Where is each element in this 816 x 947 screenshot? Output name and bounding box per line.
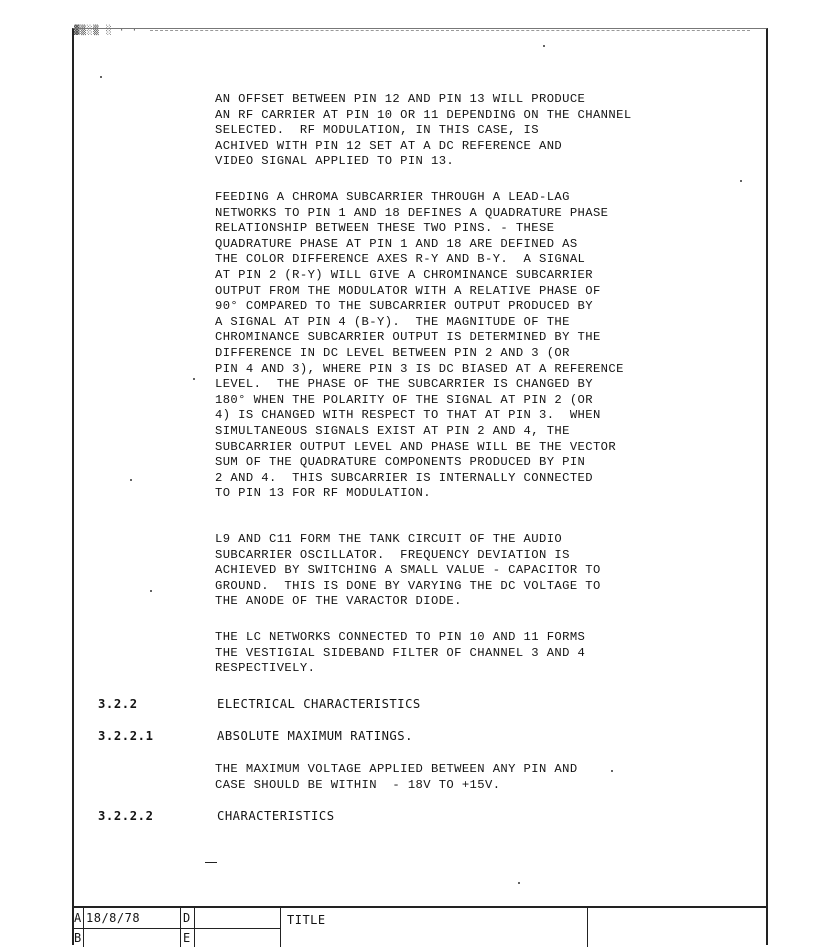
stray-dash <box>205 862 217 863</box>
scan-speck <box>740 180 742 182</box>
title-block-divider <box>72 928 280 929</box>
section-number: 3.2.2 <box>98 697 138 711</box>
revision-letter: E <box>183 931 191 945</box>
section-number: 3.2.2.1 <box>98 729 154 743</box>
paragraph-rf-offset: AN OFFSET BETWEEN PIN 12 AND PIN 13 WILL PRODUCE AN RF CARRIER AT PIN 10 OR 11 DEPENDING ON THE CHANNEL SELECTED. RF MODULATION, IN THIS CASE, IS ACHIVED WITH PIN 12 SET AT A DC REFERENCE AND VIDEO SIGNAL APPLIED TO PIN 13. <box>215 92 632 169</box>
section-number: 3.2.2.2 <box>98 809 154 823</box>
title-block-divider <box>180 908 181 947</box>
paragraph-max-rating: THE MAXIMUM VOLTAGE APPLIED BETWEEN ANY PIN AND CASE SHOULD BE WITHIN - 18V TO +15V. <box>215 762 578 792</box>
scan-speck <box>518 882 520 884</box>
scan-speck <box>611 770 613 772</box>
section-title: CHARACTERISTICS <box>217 809 335 823</box>
revision-date: 18/8/78 <box>86 911 141 925</box>
scan-speck <box>100 76 102 78</box>
revision-row-label: B <box>74 931 82 945</box>
section-title: ABSOLUTE MAXIMUM RATINGS. <box>217 729 413 743</box>
scan-speck <box>130 479 132 481</box>
title-block <box>72 906 768 945</box>
title-block-divider <box>587 908 588 947</box>
paragraph-chroma-subcarrier: FEEDING A CHROMA SUBCARRIER THROUGH A LEAD-LAG NETWORKS TO PIN 1 AND 18 DEFINES A QUADRATURE PHASE RELATIONSHIP BETWEEN THESE TWO PINS. - THESE QUADRATURE PHASE AT PIN 1 AND 18 ARE DEFINED AS THE COLOR DIFFERENCE AXES R-Y AND B-Y. A SIGNAL AT PIN 2 (R-Y) WILL GIVE A CHROMINANCE SUBCARRIER OUTPUT FROM THE MODULATOR WITH A RELATIVE PHASE OF 90° COMPARED TO THE SUBCARRIER OUTPUT PRODUCED BY A SIGNAL AT PIN 4 (B-Y). THE MAGNITUDE OF THE CHROMINANCE SUBCARRIER OUTPUT IS DETERMINED BY THE DIFFERENCE IN DC LEVEL BETWEEN PIN 2 AND 3 (OR PIN 4 AND 3), WHERE PIN 3 IS DC BIASED AT A REFERENCE LEVEL. THE PHASE OF THE SUBCARRIER IS CHANGED BY 180° WHEN THE POLARITY OF THE SIGNAL AT PIN 2 (OR 4) IS CHANGED WITH RESPECT TO THAT AT PIN 3. WHEN SIMULTANEOUS SIGNALS EXIST AT PIN 2 AND 4, THE SUBCARRIER OUTPUT LEVEL AND PHASE WILL BE THE VECTOR SUM OF THE QUADRATURE COMPONENTS PRODUCED BY PIN 2 AND 4. THIS SUBCARRIER IS INTERNALLY CONNECTED TO PIN 13 FOR RF MODULATION. <box>215 190 624 501</box>
paragraph-lc-networks: THE LC NETWORKS CONNECTED TO PIN 10 AND 11 FORMS THE VESTIGIAL SIDEBAND FILTER OF CHANNEL 3 AND 4 RESPECTIVELY. <box>215 630 586 676</box>
scan-artifact: ▓▒░▒ ░ · · <box>74 26 139 36</box>
revision-row-label: A <box>74 911 82 925</box>
revision-letter: D <box>183 911 191 925</box>
paragraph-audio-oscillator: L9 AND C11 FORM THE TANK CIRCUIT OF THE AUDIO SUBCARRIER OSCILLATOR. FREQUENCY DEVIATION IS ACHIEVED BY SWITCHING A SMALL VALUE - CAPACITOR TO GROUND. THIS IS DONE BY VARYING THE DC VOLTAGE TO THE ANODE OF THE VARACTOR DIODE. <box>215 532 601 609</box>
title-block-divider <box>280 908 281 947</box>
title-block-divider <box>83 908 84 947</box>
scan-speck <box>543 45 545 47</box>
scan-speck <box>193 378 195 380</box>
section-title: ELECTRICAL CHARACTERISTICS <box>217 697 421 711</box>
title-label: TITLE <box>287 913 326 927</box>
scan-speck <box>150 590 152 592</box>
title-block-divider <box>194 908 195 947</box>
